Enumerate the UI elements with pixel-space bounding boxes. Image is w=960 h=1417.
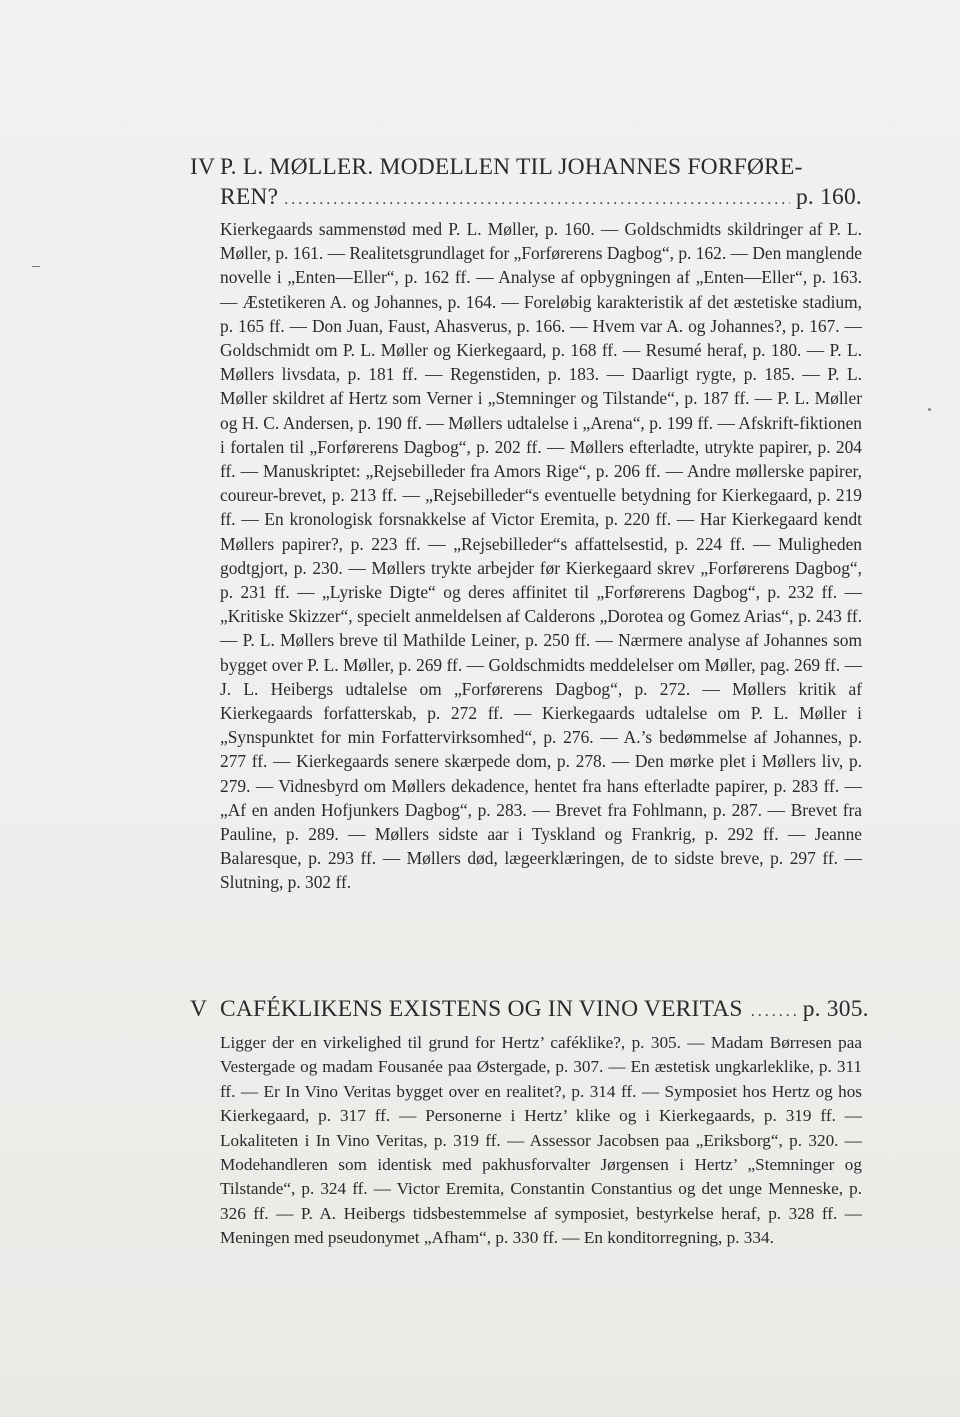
dot-leader — [751, 997, 797, 1027]
chapter-title-line-1 — [220, 994, 869, 1027]
chapter-title-line-2 — [220, 182, 862, 215]
chapter-title-line-1: P. L. MØLLER. MODELLEN TIL JOHANNES FORFØRE- — [220, 154, 803, 180]
chapter-v — [190, 994, 869, 1251]
chapter-title — [220, 994, 869, 1027]
chapter-title — [220, 152, 862, 215]
chapter-iv — [190, 152, 862, 895]
chapter-numeral: IV — [190, 154, 216, 180]
chapter-page-ref: p. 160. — [795, 184, 862, 210]
chapter-page-ref: p. 305. — [802, 996, 869, 1022]
chapter-numeral: V — [190, 996, 208, 1022]
chapter-heading — [190, 152, 862, 215]
chapter-heading — [190, 994, 869, 1027]
margin-dot — [928, 408, 931, 411]
margin-mark — [32, 266, 40, 267]
dot-leader — [284, 185, 790, 215]
chapter-title-text: CAFÉKLIKENS EXISTENS OG IN VINO VERITAS — [220, 996, 743, 1022]
chapter-title-end: REN? — [220, 184, 279, 210]
chapter-summary: Ligger der en virkelighed til grund for Hertz’ caféklike?, p. 305. — Madam Børresen paa Vestergade og madam Fousanée paa Østergade, p. 307. — En æstetisk ungkarleklike, p. 311 ff. — Er In Vino Veritas bygget over en realitet?, p. 314 ff. — Symposiet hos Hertz og hos Kierkegaard, p. 317 ff. — Personerne i Hertz’ klike og i Kierkegaards, p. 319 ff. — Lokaliteten i In Vino Veritas, p. 319 ff. — Assessor Jacobsen paa „Eriksborg“, p. 320. — Modehandleren som identisk med pakhusforvalter Jørgensen i Hertz’ „Stemninger og Tilstande“, p. 324 ff. — Victor Eremita, Constantin Constantius og det unge Menneske, p. 326 ff. — P. A. Heibergs tidsbestemmelse af symposiet, bestyrkelse heraf, p. 328 ff. — Meningen med pseudonymet „Afham“, p. 330 ff. — En konditorregning, p. 334. — [220, 1033, 862, 1248]
chapter-summary: Kierkegaards sammenstød med P. L. Møller, p. 160. — Goldschmidts skildringer af P. L. Møller, p. 161. — Realitetsgrundlaget for „Forførerens Dagbog“, p. 162. — Den manglende novelle i „Enten—Eller“, p. 162 ff. — Analyse af opbygningen af „Enten—Eller“, p. 163. — Æstetikeren A. og Johannes, p. 164. — Foreløbig karakteristik af det æstetiske stadium, p. 165 ff. — Don Juan, Faust, Ahasverus, p. 166. — Hvem var A. og Johannes?, p. 167. — Goldschmidt om P. L. Møller og Kierkegaard, p. 168 ff. — Resumé heraf, p. 180. — P. L. Møllers livsdata, p. 181 ff. — Regenstiden, p. 183. — Daarligt rygte, p. 185. — P. L. Møller skildret af Hertz som Verner i „Stemninger og Tilstande“, p. 187 ff. — P. L. Møller og H. C. Andersen, p. 190 ff. — Møllers udtalelse i „Arena“, p. 199 ff. — Afskrift-fiktionen i fortalen til „Forførerens Dagbog“, p. 202 ff. — Møllers efterladte, utrykte papirer, p. 204 ff. — Manuskriptet: „Rejsebilleder fra Amors Rige“, p. 206 ff. — Andre møllerske papirer, coureur-brevet, p. 213 ff. — „Rejsebilleder“s eventuelle betydning for Kierkegaard, p. 219 ff. — En kronologisk forsnakkelse af Victor Eremita, p. 220 ff. — Har Kierkegaard kendt Møllers papirer?, p. 223 ff. — „Rejsebilleder“s affattelsestid, p. 224 ff. — Muligheden godtgjort, p. 230. — Møllers trykte arbejder før Kierkegaard skrev „Forførerens Dagbog“, p. 231 ff. — „Lyriske Digte“ og deres affinitet til „Forførerens Dagbog“, p. 232 ff. — „Kritiske Skizzer“, specielt anmeldelsen af Calderons „Dorotea og Gomez Arias“, p. 243 ff. — P. L. Møllers breve til Mathilde Leiner, p. 250 ff. — Nærmere analyse af Johannes som bygget over P. L. Møller, p. 269 ff. — Goldschmidts meddelelser om Møller, pag. 269 ff. — J. L. Heibergs udtalelse om „Forførerens Dagbog“, p. 272. — Møllers kritik af Kierkegaards forfatterskab, p. 272 ff. — Kierkegaards udtalelse om P. L. Møller i „Synspunktet for min Forfattervirksomhed“, p. 276. — A.’s bedømmelse af Johannes, p. 277 ff. — Kierkegaards senere skærpede dom, p. 278. — Den mørke plet i Møllers liv, p. 279. — Vidnesbyrd om Møllers dekadence, hentet fra hans efterladte papirer, p. 283 ff. — „Af en anden Hofjunkers Dagbog“, p. 283. — Brevet fra Fohlmann, p. 287. — Brevet fra Pauline, p. 289. — Møllers sidste aar i Tyskland og Frankrig, p. 292 ff. — Jeanne Balaresque, p. 293 ff. — Møllers død, lægeerklæringen, de to sidste breve, p. 297 ff. — Slutning, p. 302 ff. — [220, 219, 862, 893]
